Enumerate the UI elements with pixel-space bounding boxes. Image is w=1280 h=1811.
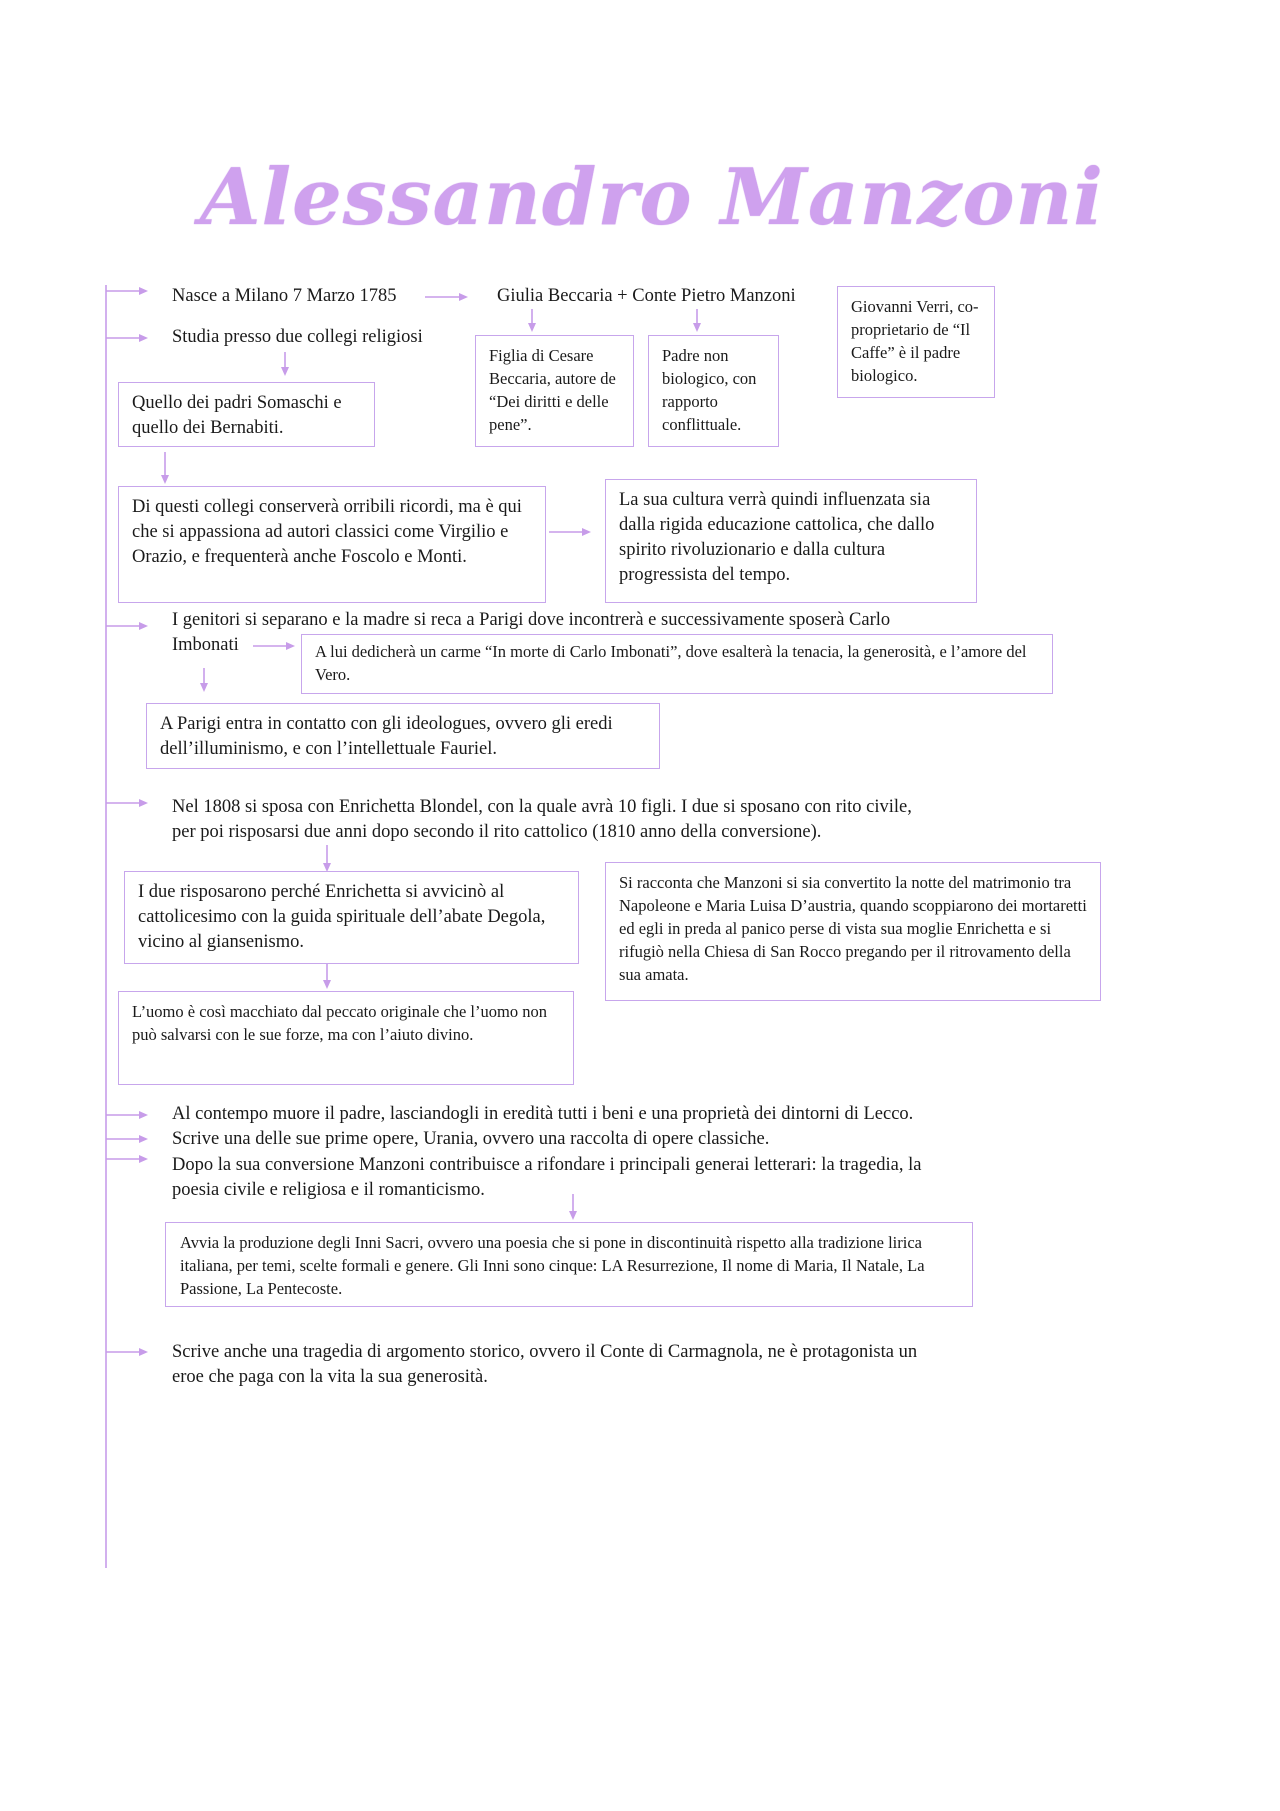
birth-text: Nasce a Milano 7 Marzo 1785 xyxy=(172,286,397,306)
timeline-arrow-conversion xyxy=(106,1155,148,1163)
timeline-arrow-urania xyxy=(106,1135,148,1143)
conversion-text-cont: poesia civile e religiosa e il romanticismo. xyxy=(172,1180,485,1200)
timeline-arrow-tragedy xyxy=(106,1348,148,1356)
separation-text: I genitori si separano e la madre si reca a Parigi dove incontrerà e successivamente sposerà Carlo xyxy=(172,610,891,630)
colleges-box: Quello dei padri Somaschi e quello dei Bernabiti. xyxy=(118,382,375,447)
arrow-to-hymns xyxy=(569,1194,577,1220)
timeline-arrow-separation xyxy=(106,622,148,630)
marriage-text-cont: per poi risposarsi due anni dopo secondo il rito cattolico (1810 anno della conversione). xyxy=(172,822,822,842)
arrow-to-poem xyxy=(253,642,295,650)
culture-box: La sua cultura verrà quindi influenzata sia dalla rigida educazione cattolica, che dallo spirito rivoluzionario e dalla cultura progressista del tempo. xyxy=(605,479,977,603)
arrow-to-sin xyxy=(323,964,331,989)
legend-box: Si racconta che Manzoni si sia convertito la notte del matrimonio tra Napoleone e Maria Luisa D’austria, quando scoppiarono dei mortaretti ed egli in preda al panico perse di vista sua moglie Enrichetta e si rifugiò nella Chiesa di San Rocco pregando per il ritrovamento della sua amata. xyxy=(605,862,1101,1001)
arrow-to-father-note xyxy=(693,309,701,332)
page-title: Alessandro Manzoni xyxy=(200,152,1104,243)
separation-text-cont: Imbonati xyxy=(172,635,239,655)
arrow-birth-to-parents xyxy=(425,293,468,301)
marriage-text: Nel 1808 si sposa con Enrichetta Blondel, con la quale avrà 10 figli. I due si sposano con rito civile, xyxy=(172,797,912,817)
tragedy-text-cont: eroe che paga con la vita la sua generosità. xyxy=(172,1367,488,1387)
ideologues-box: A Parigi entra in contatto con gli ideologues, ovvero gli eredi dell’illuminismo, e con l’intellettuale Fauriel. xyxy=(146,703,660,769)
arrow-to-ideologues xyxy=(200,668,208,692)
timeline-arrow-birth xyxy=(106,287,148,295)
arrow-to-mother-note xyxy=(528,309,536,332)
father-death-text: Al contempo muore il padre, lasciandogli in eredità tutti i beni e una proprietà dei dintorni di Lecco. xyxy=(172,1104,914,1124)
hymns-box: Avvia la produzione degli Inni Sacri, ovvero una poesia che si pone in discontinuità rispetto alla tradizione lirica italiana, per temi, scelte formali e genere. Gli Inni sono cinque: LA Resurrezione, Il nome di Maria, Il Natale, La Passione, La Pentecoste. xyxy=(165,1222,973,1307)
arrow-to-culture xyxy=(549,528,591,536)
urania-text: Scrive una delle sue prime opere, Urania, ovvero una raccolta di opere classiche. xyxy=(172,1129,770,1149)
bio-father-box: Giovanni Verri, co-proprietario de “Il Caffe” è il padre biologico. xyxy=(837,286,995,398)
memories-box: Di questi collegi conserverà orribili ricordi, ma è qui che si appassiona ad autori classici come Virgilio e Orazio, e frequenterà anche Foscolo e Monti. xyxy=(118,486,546,603)
timeline-arrow-marriage xyxy=(106,799,148,807)
arrow-to-reason xyxy=(323,845,331,872)
sin-box: L’uomo è così macchiato dal peccato originale che l’uomo non può salvarsi con le sue forze, ma con l’aiuto divino. xyxy=(118,991,574,1085)
poem-box: A lui dedicherà un carme “In morte di Carlo Imbonati”, dove esalterà la tenacia, la generosità, e l’amore del Vero. xyxy=(301,634,1053,694)
parents-text: Giulia Beccaria + Conte Pietro Manzoni xyxy=(497,286,796,306)
father-note-box: Padre non biologico, con rapporto conflittuale. xyxy=(648,335,779,447)
tragedy-text: Scrive anche una tragedia di argomento storico, ovvero il Conte di Carmagnola, ne è protagonista un xyxy=(172,1342,918,1362)
reason-box: I due risposarono perché Enrichetta si avvicinò al cattolicesimo con la guida spirituale dell’abate Degola, vicino al giansenismo. xyxy=(124,871,579,964)
conversion-text: Dopo la sua conversione Manzoni contribuisce a rifondare i principali generai letterari: la tragedia, la xyxy=(172,1155,922,1175)
studies-text: Studia presso due collegi religiosi xyxy=(172,327,423,347)
arrow-to-colleges xyxy=(281,352,289,376)
timeline-arrow-studies xyxy=(106,334,148,342)
timeline-arrow-father-death xyxy=(106,1111,148,1119)
arrow-to-memories xyxy=(161,452,169,484)
mother-note-box: Figlia di Cesare Beccaria, autore de “Dei diritti e delle pene”. xyxy=(475,335,634,447)
